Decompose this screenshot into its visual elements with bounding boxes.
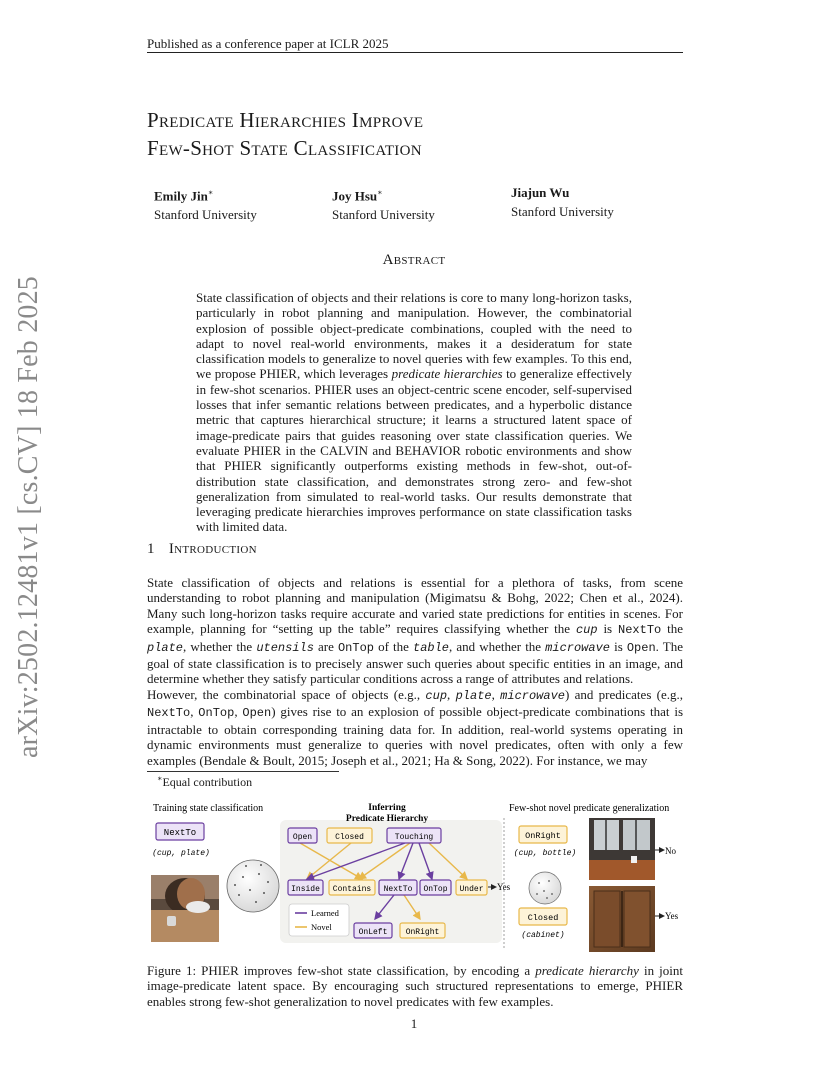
title-line-2: Few-Shot State Classification [147,136,422,160]
query-1-predicate-box [519,826,567,843]
query-latent-sphere [529,872,561,904]
query-2-args: (cabinet) [521,931,565,940]
page-number: 1 [410,1016,418,1031]
svg-text:Under: Under [459,885,484,894]
title-line-1: Predicate Hierarchies Improve [147,108,424,132]
svg-text:OnTop: OnTop [423,885,448,894]
header-rule [147,52,683,53]
svg-text:OnLeft: OnLeft [358,928,388,937]
equal-contribution-mark: ∗ [377,188,383,197]
running-header: Published as a conference paper at ICLR 2025 [147,36,389,51]
abstract-body: State classification of objects and their relations is core to many long-horizon tasks, particularly in robot planning and manipulation. However, the combinatorial explosion of possible object-predicate combinations, coupled with the need to adapt to novel real-world environments, makes it a desideratum for state classification models to generalize to novel queries with few examples. To this end, we propose PHIER, which leverages predicate hierarchies to generalize effectively in few-shot scenarios. PHIER uses an object-centric scene encoder, self-supervised losses that infer semantic relations between predicates, and a hyperbolic distance metric that captures hierarchical structure; it learns a structured latent space of image-predicate pairs that guides reasoning over state classification queries. We evaluate PHIER in the CALVIN and BEHAVIOR robotic environments and show that PHIER significantly outperforms existing methods in few-shot, out-of-distribution state classification, and demonstrates strong zero- and few-shot generalization from simulated to real-world tasks. Our results demonstrate that leveraging predicate hierarchies improves performance on state classification tasks with limited data. [196,290,632,535]
author-affiliation: Stanford University [332,207,435,223]
figure-1 [147,798,683,958]
query-2-image [589,886,655,952]
query-1-args: (cup, bottle) [513,849,577,858]
query-2-answer: Yes [665,911,679,921]
author-3 [511,183,614,221]
middle-title-line-1: Inferring [368,803,406,813]
svg-text:NextTo: NextTo [383,885,413,894]
hierarchy-node-nextto [379,880,417,895]
train-predicate-label: NextTo [163,828,197,838]
hierarchy-node-touching [387,828,441,843]
right-panel-title: Few-shot novel predicate generalization [509,803,670,814]
paper-title [147,106,687,162]
intro-paragraph-1: State classification of objects and relations is essential for a plethora of tasks, from scene understanding to robot planning and manipulation (Migimatsu & Bohg, 2022; Chen et al., 2024). Many such long-horizon tasks require accurate and varied state predictions for entities in scenes. For example, planning for “setting up the table” requires classifying whether the cup is NextTo the plate, whether the utensils are OnTop of the table, and whether the microwave is Open. The goal of state classification is to precisely answer such queries about specific entities in an image, and determine whether they satisfy particular conditions across a range of attributes and relations. [147,575,684,687]
svg-text:Novel: Novel [311,922,332,932]
svg-text:Closed: Closed [527,913,559,923]
hierarchy-node-open [288,828,317,843]
left-panel-title: Training state classification [153,803,264,814]
figure-caption: Figure 1: PHIER improves few-shot state classification, by encoding a predicate hierarchy in joint image-predicate latent space. By encouraging such structured representations to emerge, PHIER enables strong few-shot generalization to novel predicates with few examples. [147,963,683,1009]
hierarchy-node-inside [288,880,323,895]
query-1-image [589,818,655,880]
footnote-rule [147,771,339,772]
svg-text:OnRight: OnRight [405,928,440,937]
query-2-predicate-box [519,908,567,925]
author-name: Emily Jin [154,188,208,204]
hierarchy-node-ontop [420,880,451,895]
equal-contribution-mark: ∗ [207,188,214,197]
svg-text:Inside: Inside [291,885,320,894]
author-affiliation: Stanford University [511,204,614,219]
hierarchy-legend [289,904,349,936]
author-name: Jiajun Wu [511,185,570,200]
hierarchy-node-closed [327,828,372,843]
svg-text:Touching: Touching [394,833,434,842]
svg-text:Contains: Contains [332,885,372,894]
intro-paragraph-2: However, the combinatorial space of objects (e.g., cup, plate, microwave) and predicates (e.g., NextTo, OnTop, Open) gives rise to an explosion of possible object-predicate combinations that is intractable to obtain corresponding training data for. In addition, real-world systems operating in dynamic environments must generalize to queries with novel predicates, often with only a few examples (Bendale & Boult, 2015; Joseph et al., 2021; Ha & Song, 2022). For instance, we may [147,687,684,768]
section-heading-introduction: 1 Introduction [147,541,257,557]
train-scene-image [151,875,219,942]
footnote: ∗Equal contribution [157,774,253,789]
author-2 [332,183,435,224]
abstract-heading: Abstract [382,252,446,268]
author-affiliation: Stanford University [154,207,257,223]
hierarchy-node-under [456,880,487,895]
author-1 [154,183,257,224]
train-latent-sphere [227,860,279,912]
hierarchy-node-contains [329,880,375,895]
hierarchy-node-onleft [354,923,392,938]
hierarchy-yes-label: Yes [497,882,511,892]
author-name: Joy Hsu [332,188,378,204]
svg-text:Learned: Learned [311,908,339,918]
svg-text:OnRight: OnRight [525,831,561,841]
middle-title-line-2: Predicate Hierarchy [345,814,429,824]
train-args-label: (cup, plate) [152,849,210,858]
query-1-answer: No [665,846,676,856]
svg-text:Open: Open [292,833,313,842]
arxiv-stamp: arXiv:2502.12481v1 [cs.CV] 18 Feb 2025 [13,275,44,758]
hierarchy-node-onright [400,923,445,938]
svg-text:Closed: Closed [335,833,364,842]
